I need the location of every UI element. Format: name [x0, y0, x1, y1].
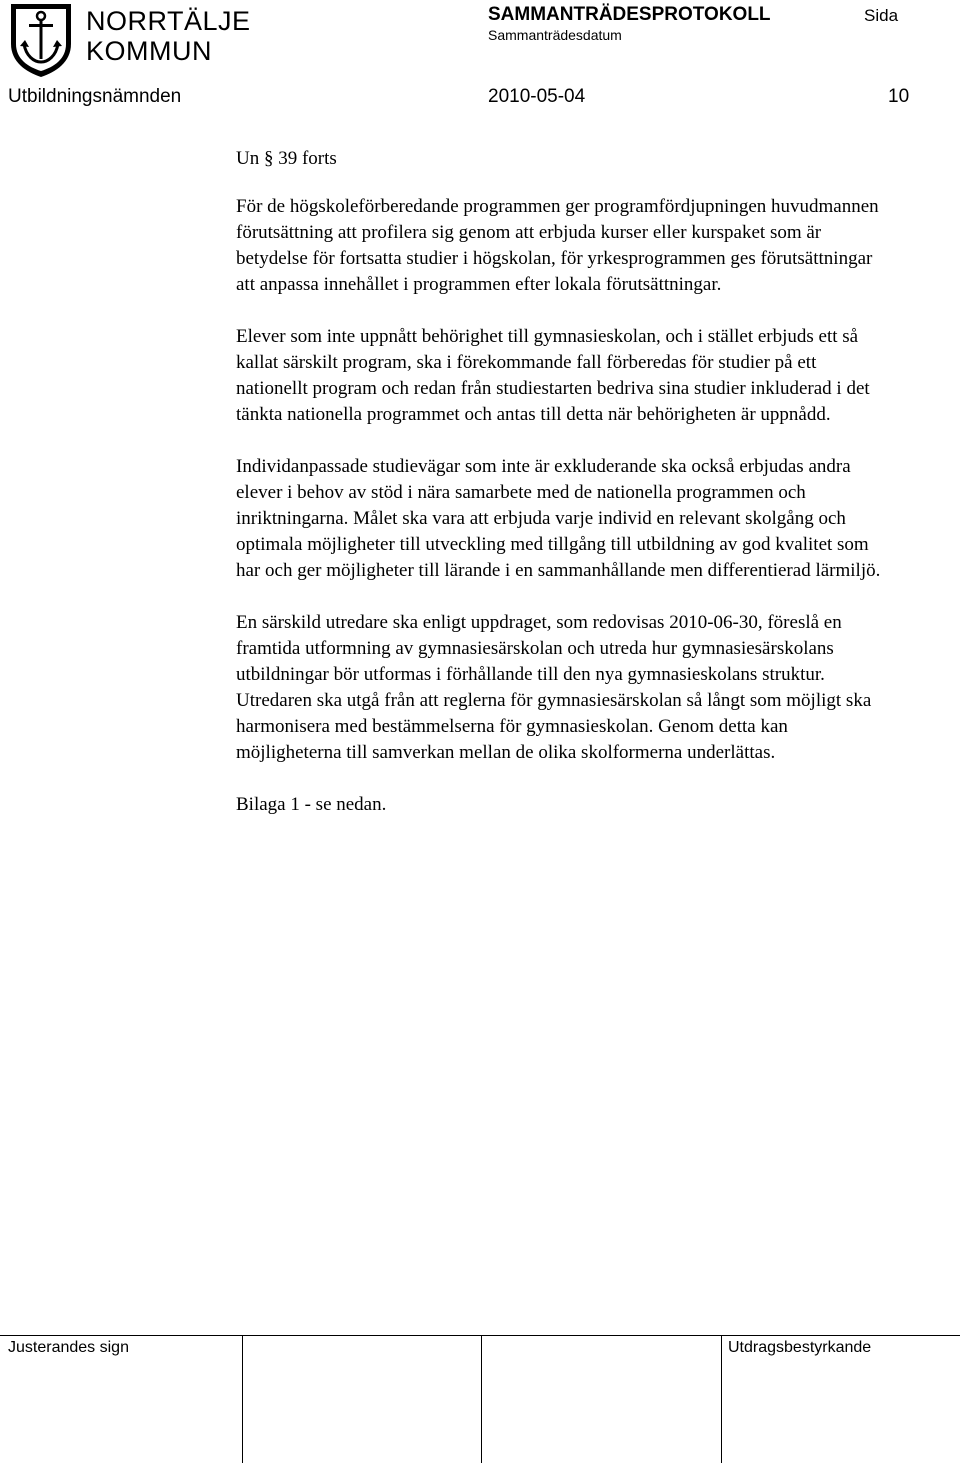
- paragraph-4: En särskild utredare ska enligt uppdraget, som redovisas 2010-06-30, föreslå en framtida utformning av gymnasiesärskolan och utreda hur gymnasiesärskolans utbildningar bör utformas i förhållande till den nya gymnasieskolans struktur. Utredaren ska utgå från att reglerna för gymnasiesärskolan så långt som möjligt ska harmonisera med bestämmelserna för gymnasieskolan. Genom detta kan möjligheterna till samverkan mellan de olika skolformerna underlättas.: [236, 612, 872, 763]
- org-name-line1: NORRTÄLJE: [86, 6, 251, 36]
- page-label: Sida: [864, 6, 899, 25]
- norrtalje-coat-of-arms-icon: [8, 2, 74, 78]
- meeting-date: 2010-05-04: [488, 86, 586, 107]
- paragraph-1: För de högskoleförberedande programmen ger programfördjupningen huvudmannen förutsättning att profilera sig genom att erbjuda kurser eller kurspaket som är betydelse för fortsatta studier i högskolan, för yrkesprogrammen ges förutsättningar att anpassa innehållet i programmen efter lokala förutsättningar.: [236, 196, 879, 295]
- org-logo-text: [86, 6, 251, 66]
- justerandes-sign-label: Justerandes sign: [8, 1339, 129, 1356]
- signature-box-divider: [481, 1335, 482, 1463]
- signature-box-divider: [242, 1335, 243, 1463]
- page-number: 10: [888, 86, 910, 107]
- paragraph-2: Elever som inte uppnått behörighet till gymnasieskolan, och i stället erbjuds ett så kallat särskilt program, ska i förekommande fall förberedas för studier på ett nationellt program och redan från studiestarten bedriva sina studier inkluderad i det tänkta nationella programmet och antas till detta när behörigheten är uppnådd.: [236, 326, 870, 425]
- document-type-title: SAMMANTRÄDESPROTOKOLL: [488, 4, 771, 25]
- signature-box-divider: [721, 1335, 722, 1463]
- committee-name: Utbildningsnämnden: [8, 86, 182, 107]
- footer-divider: [0, 1335, 960, 1336]
- paragraph-3: Individanpassade studievägar som inte är exkluderande ska också erbjudas andra elever i behov av stöd i nära samarbete med de nationella programmen och inriktningarna. Målet ska vara att erbjuda varje individ en relevant skolgång och optimala möjligheter till utveckling med tillgång till utbildning av god kvalitet som har och ger möjligheter till lärande i en sammanhållande men differentierad lärmiljö.: [236, 456, 881, 581]
- org-name-line2: KOMMUN: [86, 36, 212, 66]
- meeting-date-label: Sammanträdesdatum: [488, 27, 622, 43]
- utdragsbestyrkande-label: Utdragsbestyrkande: [728, 1339, 872, 1356]
- signature-footer: [0, 1335, 960, 1463]
- protocol-body: [236, 146, 886, 844]
- section-heading: Un § 39 forts: [236, 148, 337, 169]
- attachment-note: Bilaga 1 - se nedan.: [236, 794, 387, 815]
